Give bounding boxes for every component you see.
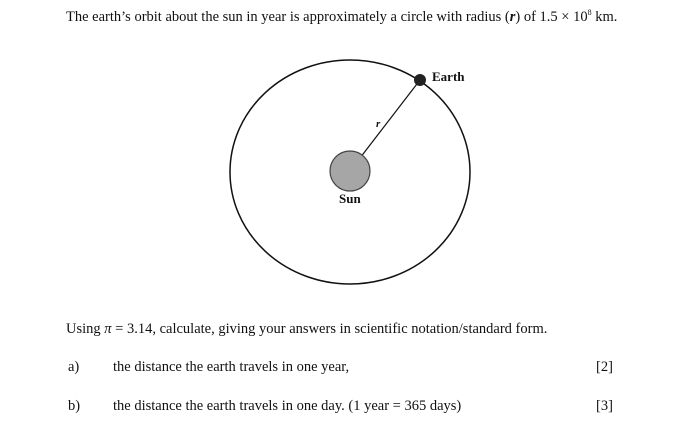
question-a-text: the distance the earth travels in one year, [113,359,350,375]
exponent: 8 [587,8,592,17]
radius-label: r [376,118,381,130]
earth-shape [414,74,426,86]
instruction [66,321,666,338]
earth-label: Earth [432,69,465,84]
intro-statement [66,8,686,26]
sun-shape [330,151,370,191]
question-b-marks: [3] [596,398,613,414]
sun-label: Sun [339,191,361,206]
pi-symbol: π [104,321,112,337]
instruction-rest: = 3.14, calculate, giving your answers in scientific notation/standard form. [111,321,548,337]
question-b-text: the distance the earth travels in one day. (1 year = 365 days) [113,398,462,414]
intro-text-middle: ) of 1.5 × 10 [515,9,588,25]
question-b-letter: b) [68,398,81,414]
orbit-diagram [200,50,510,300]
unit: km. [591,9,618,25]
radius-symbol: r [509,9,516,25]
intro-text-start: The earth’s orbit about the sun in year is approximately a circle with radius ( [66,9,510,25]
question-a-marks: [2] [596,359,613,375]
question-a-letter: a) [68,359,80,375]
instruction-using: Using [66,321,105,337]
